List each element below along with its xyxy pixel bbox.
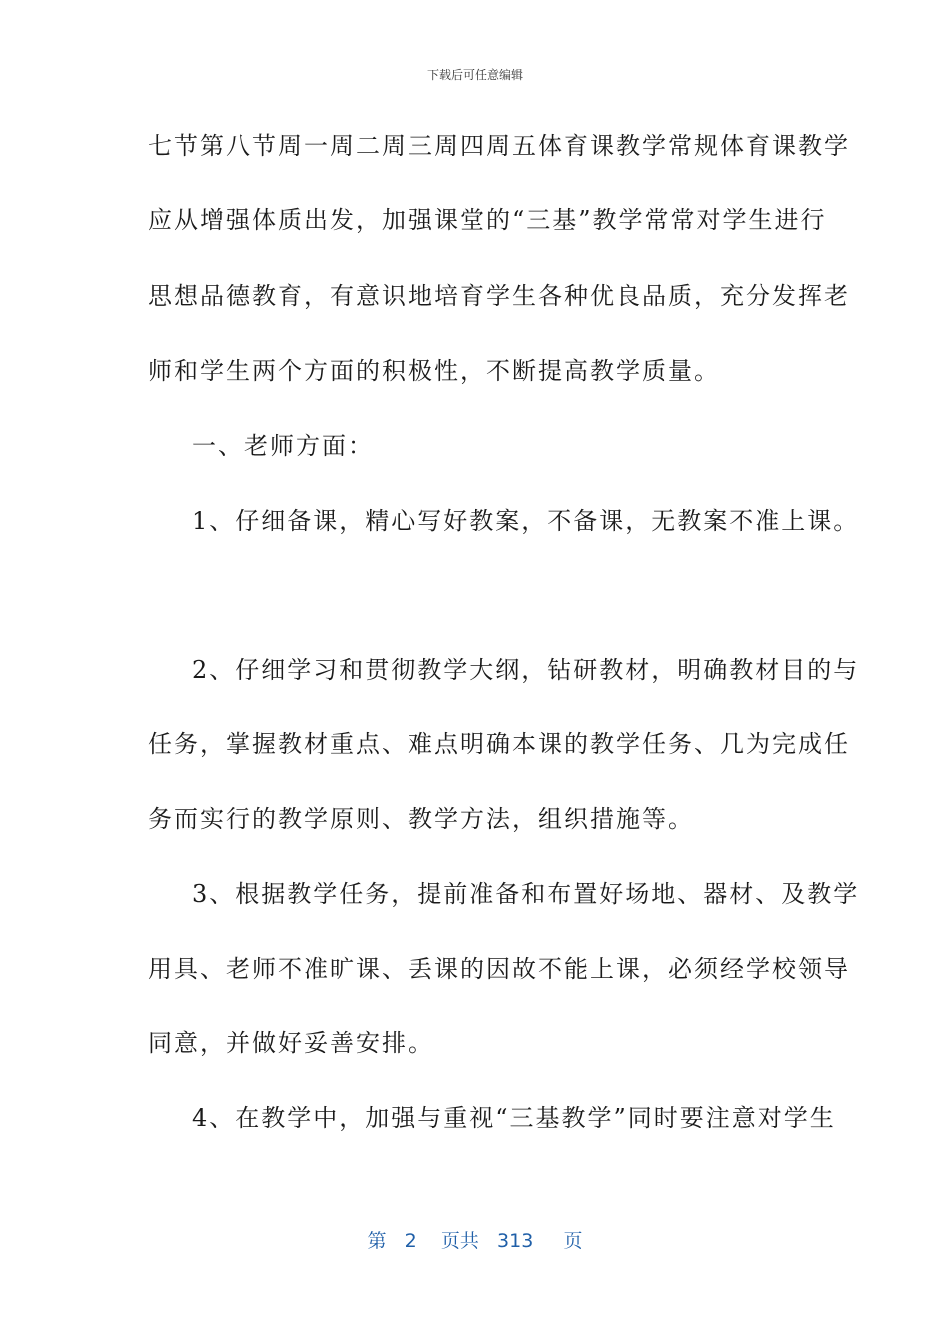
body-line-1: 七节第八节周一周二周三周四周五体育课教学常规体育课教学 [148,132,850,160]
body-line-2: 应从增强体质出发，加强课堂的“三基”教学常常对学生进行 [148,206,827,234]
section-heading: 一、老师方面： [192,432,374,460]
body-line-item-3c: 同意，并做好妥善安排。 [148,1029,434,1057]
footer-suffix: 页 [563,1230,583,1252]
body-line-item-3: 3、根据教学任务，提前准备和布置好场地、器材、及教学 [192,880,860,908]
body-line-item-2: 2、仔细学习和贯彻教学大纲，钻研教材，明确教材目的与 [192,656,860,684]
footer-page-number: 2 [404,1230,417,1252]
body-line-item-2c: 务而实行的教学原则、教学方法，组织措施等。 [148,805,694,833]
body-line-item-2b: 任务，掌握教材重点、难点明确本课的教学任务、几为完成任 [148,730,850,758]
body-line-item-4: 4、在教学中，加强与重视“三基教学”同时要注意对学生 [192,1104,836,1132]
footer-middle: 页共 [440,1230,479,1252]
body-line-item-1: 1、仔细备课，精心写好教案，不备课，无教案不准上课。 [192,507,860,535]
body-line-4: 师和学生两个方面的积极性，不断提高教学质量。 [148,357,720,385]
page-footer [0,1226,950,1253]
body-line-item-3b: 用具、老师不准旷课、丢课的因故不能上课，必须经学校领导 [148,955,850,983]
page-header: 下载后可任意编辑 [426,68,523,82]
footer-total-pages: 313 [497,1230,534,1252]
footer-prefix: 第 [367,1230,387,1252]
body-line-3: 思想品德教育，有意识地培育学生各种优良品质，充分发挥老 [148,282,850,310]
